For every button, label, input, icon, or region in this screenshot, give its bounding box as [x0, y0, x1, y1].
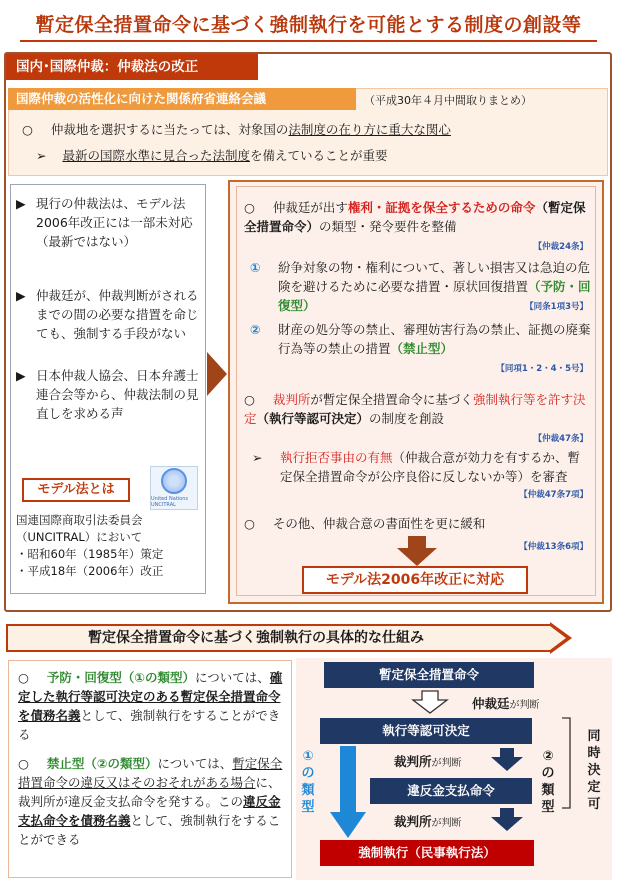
simultaneous-decision-label: 同 時 決 定 可 — [587, 729, 601, 812]
judge-note: 裁判所が判断 — [394, 814, 462, 829]
bracket-icon — [560, 716, 574, 810]
hollow-down-arrow-icon — [410, 690, 450, 714]
judge-note: 仲裁廷が判断 — [472, 696, 540, 711]
mechanism-point-2: ○ 禁止型（②の類型）については、暫定保全措置命令の違反又はそのおそれがある場合に、裁判所が違反金支払命令を発する。この違反金支払命令を債務名義として、強制執行をすることができる — [18, 756, 283, 847]
flow-box-enforcement-approval: 執行等認可決定 — [320, 718, 532, 744]
model-law-desc: 国連国際商取引法委員会 （UNCITRAL）において ・昭和60年（1985年）策定 ・平成18年（2006年）改正 — [16, 513, 164, 578]
down-arrow-icon — [408, 536, 426, 548]
page-title: 暫定保全措置命令に基づく強制執行を可能とする制度の創設等 — [35, 14, 582, 36]
type-2-label: ② の 類 型 — [541, 749, 555, 815]
article-ref: 【仲裁13条6項】 — [519, 542, 588, 552]
background-item: ▶ 日本仲裁人協会、日本弁護士連合会等から、仲裁法制の見直しを求める声 — [16, 368, 199, 421]
council-header: 国際仲裁の活性化に向けた関係府省連絡会議 — [8, 88, 356, 110]
subtype-1: ① 紛争対象の物・権利について、著しい損害又は急迫の危険を避けるために必要な措置・原状回復措置（予防・回復型） — [250, 260, 591, 313]
un-logo: United Nations UNCITRAL — [150, 466, 198, 510]
revision-point-2: ○ 裁判所が暫定保全措置命令に基づく強制執行等を許す決定（執行等認可決定）の制度を創設 — [244, 392, 586, 426]
down-arrow-icon — [490, 808, 524, 832]
type-1-label: ① の 類 型 — [301, 749, 315, 815]
mechanism-point-1: ○ 予防・回復型（①の類型）については、確定した執行等認可決定のある暫定保全措置命令を債務名義として、強制執行をすることができる — [18, 670, 283, 742]
right-arrow-icon — [207, 352, 227, 396]
background-item: ▶ 現行の仲裁法は、モデル法2006年改正には一部未対応（最新ではない） — [16, 196, 193, 249]
flow-box-interim-order: 暫定保全措置命令 — [324, 662, 534, 688]
judge-note: 裁判所が判断 — [394, 754, 462, 769]
banner-arrow-fill — [550, 626, 566, 650]
revision-subpoint: ➢ 執行拒否事由の有無（仲裁合意が効力を有するか、暫定保全措置命令が公序良俗に反しないか等）を審査 — [252, 450, 581, 484]
article-ref: 【仲裁24条】 — [533, 242, 588, 252]
section-header: 国内･国際仲裁：仲裁法の改正 — [6, 54, 258, 80]
blue-down-arrow-icon — [328, 746, 368, 840]
revision-point-3: ○ その他、仲裁合意の書面性を更に緩和 — [244, 516, 486, 531]
background-item: ▶ 仲裁廷が、仲裁判断がされるまでの間の必要な措置を命じても、強制する手段がない — [16, 288, 199, 341]
un-emblem-icon — [161, 468, 187, 494]
subtype-2: ② 財産の処分等の禁止、審理妨害行為の禁止、証拠の廃棄行為等の禁止の措置（禁止型） — [250, 322, 591, 356]
revision-point-1: ○ 仲裁廷が出す権利・証拠を保全するための命令（暫定保全措置命令）の類型・発令要件を整備 — [244, 200, 586, 234]
flow-box-penalty-order: 違反金支払命令 — [370, 778, 532, 804]
model-law-label: モデル法とは — [22, 478, 130, 502]
council-note: （平成30年４月中間取りまとめ） — [364, 94, 532, 107]
mechanism-banner: 暫定保全措置命令に基づく強制執行の具体的な仕組み — [6, 624, 552, 652]
article-ref: 【仲裁47条7項】 — [519, 490, 588, 500]
article-ref: 【仲裁47条】 — [533, 434, 588, 444]
council-point-2: ➢ 最新の国際水準に見合った法制度を備えていることが重要 — [36, 148, 388, 163]
down-arrow-icon — [490, 748, 524, 772]
down-arrow-icon — [397, 548, 437, 566]
flow-box-forced-execution: 強制執行（民事執行法） — [320, 840, 534, 866]
article-ref: 【同項1・2・4・5号】 — [496, 364, 588, 374]
council-point-1: ○ 仲裁地を選択するに当たっては、対象国の法制度の在り方に重大な関心 — [22, 122, 451, 137]
result-box: モデル法2006年改正に対応 — [302, 566, 528, 594]
article-ref: 【同条1項3号】 — [525, 302, 588, 312]
title-underline — [20, 40, 597, 42]
